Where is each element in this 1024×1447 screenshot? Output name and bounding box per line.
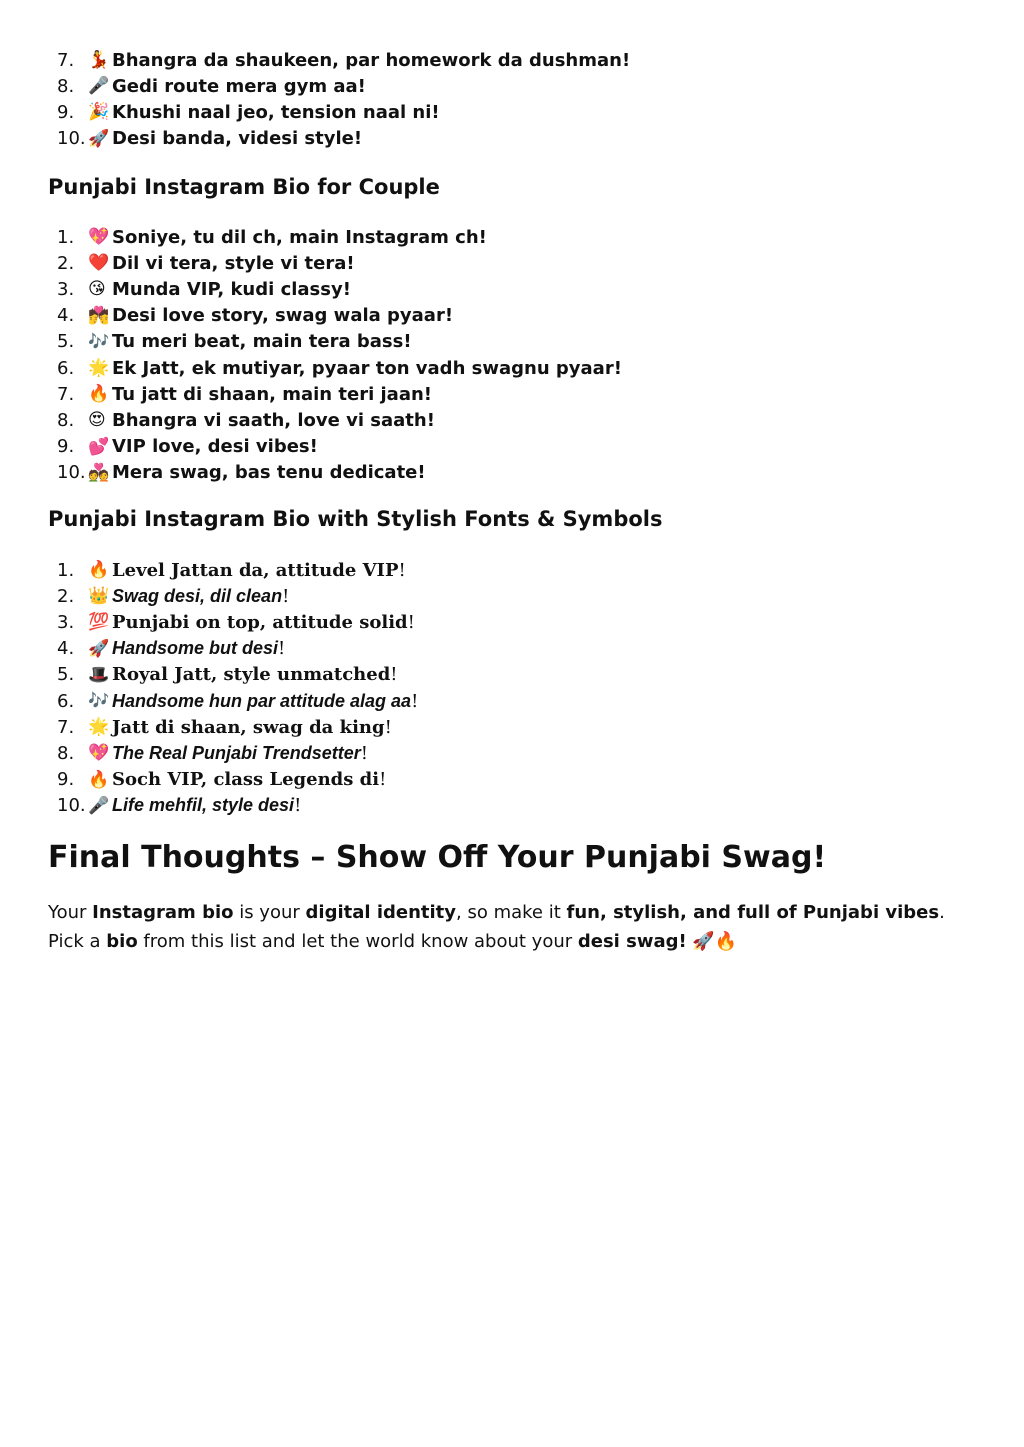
bio-text: Royal Jatt, style unmatched	[112, 664, 391, 686]
bio-text: Tu meri beat, main tera bass!	[112, 331, 412, 353]
bio-text: Swag desi, dil clean	[112, 585, 283, 606]
bio-text: Handsome hun par attitude alag aa	[112, 690, 412, 711]
bio-text: Desi banda, videsi style!	[112, 128, 363, 150]
section-heading-stylish: Punjabi Instagram Bio with Stylish Fonts & Symbols	[48, 507, 663, 531]
bio-text: Punjabi on top, attitude solid	[112, 611, 408, 633]
list-item: 10. 🚀 Desi banda, videsi style!	[57, 128, 363, 150]
microphone-icon: 🎤	[88, 76, 110, 97]
sparkling-heart-icon: 💖	[88, 743, 110, 764]
final-thoughts-heading: Final Thoughts – Show Off Your Punjabi Swag!	[48, 840, 827, 875]
heart-eyes-icon: 😍	[88, 410, 106, 431]
fire-icon: 🔥	[88, 769, 110, 790]
list-item: 7. 💃 Bhangra da shaukeen, par homework da dushman!	[57, 49, 631, 71]
bio-text: Munda VIP, kudi classy!	[112, 278, 351, 300]
bio-text: Dil vi tera, style vi tera!	[112, 252, 355, 274]
list-item: 5. 🎶 Tu meri beat, main tera bass!	[57, 331, 412, 353]
list-item: 2. ❤️ Dil vi tera, style vi tera!	[57, 252, 355, 274]
list-item: 8. 💖 The Real Punjabi Trendsetter !	[57, 742, 368, 764]
bio-text: Handsome but desi	[112, 638, 279, 659]
couple-kiss-icon: 💏	[88, 305, 110, 326]
bio-text: Soniye, tu dil ch, main Instagram ch!	[112, 226, 487, 248]
music-notes-icon: 🎶	[88, 691, 110, 712]
list-item: 9. 🎉 Khushi naal jeo, tension naal ni!	[57, 101, 440, 123]
bio-text: Bhangra vi saath, love vi saath!	[112, 409, 435, 431]
fire-icon: 🔥	[88, 384, 110, 405]
list-item: 3. 😘 Munda VIP, kudi classy!	[57, 278, 351, 300]
red-heart-icon: ❤️	[88, 253, 110, 274]
bio-text: Tu jatt di shaan, main teri jaan!	[112, 383, 433, 405]
list-item: 4. 💏 Desi love story, swag wala pyaar!	[57, 305, 454, 327]
hundred-points-icon: 💯	[88, 612, 110, 633]
crown-icon: 👑	[88, 586, 110, 607]
two-hearts-icon: 💕	[88, 436, 110, 457]
list-item: 1. 💖 Soniye, tu dil ch, main Instagram ch!	[57, 226, 487, 248]
bio-text: The Real Punjabi Trendsetter	[112, 742, 361, 763]
list-item: 7. 🔥 Tu jatt di shaan, main teri jaan!	[57, 383, 433, 405]
star-icon: 🌟	[88, 358, 110, 379]
final-thoughts-paragraph: Your Instagram bio is your digital identity, so make it fun, stylish, and full of Punjabi vibes. Pick a bio from this list and let the world know about your desi swag! 🚀🔥	[48, 902, 945, 952]
bio-text: Mera swag, bas tenu dedicate!	[112, 462, 426, 484]
microphone-icon: 🎤	[88, 795, 110, 816]
bio-text: Khushi naal jeo, tension naal ni!	[112, 101, 440, 123]
bio-list-general	[0, 47, 630, 152]
list-item: 8. 😍 Bhangra vi saath, love vi saath!	[57, 409, 435, 431]
star-icon: 🌟	[88, 717, 110, 738]
list-item: 1. 🔥 Level Jattan da, attitude VIP !	[57, 559, 406, 581]
list-item: 9. 🔥 Soch VIP, class Legends di !	[57, 769, 387, 791]
top-hat-icon: 🎩	[88, 664, 110, 685]
bio-list-couple	[0, 224, 622, 486]
bio-list-stylish	[0, 557, 418, 819]
bio-text: Soch VIP, class Legends di	[112, 769, 380, 791]
bio-text: VIP love, desi vibes!	[112, 436, 318, 458]
dancer-icon: 💃	[88, 50, 110, 71]
list-item: 2. 👑 Swag desi, dil clean !	[57, 585, 290, 607]
list-item: 6. 🌟 Ek Jatt, ek mutiyar, pyaar ton vadh swagnu pyaar!	[57, 357, 622, 379]
kissing-face-icon: 😘	[88, 279, 106, 300]
music-notes-icon: 🎶	[88, 331, 110, 352]
list-item: 5. 🎩 Royal Jatt, style unmatched !	[57, 664, 398, 686]
bio-text: Life mehfil, style desi	[112, 795, 295, 816]
rocket-icon: 🚀	[88, 638, 110, 659]
list-item: 9. 💕 VIP love, desi vibes!	[57, 436, 318, 458]
list-item: 6. 🎶 Handsome hun par attitude alag aa !	[57, 690, 419, 712]
couple-heart-icon: 💑	[88, 462, 110, 483]
bio-text: Desi love story, swag wala pyaar!	[112, 305, 454, 327]
bio-text: Gedi route mera gym aa!	[112, 75, 366, 97]
list-item: 10. 💑 Mera swag, bas tenu dedicate!	[57, 462, 426, 484]
list-item: 8. 🎤 Gedi route mera gym aa!	[57, 75, 366, 97]
list-item: 4. 🚀 Handsome but desi !	[57, 638, 286, 660]
bio-text: Ek Jatt, ek mutiyar, pyaar ton vadh swagnu pyaar!	[112, 357, 622, 379]
section-heading-couple: Punjabi Instagram Bio for Couple	[48, 175, 440, 199]
party-popper-icon: 🎉	[88, 102, 110, 123]
fire-icon: 🔥	[88, 560, 110, 581]
bio-text: Level Jattan da, attitude VIP	[112, 559, 399, 581]
list-item: 7. 🌟 Jatt di shaan, swag da king !	[57, 716, 392, 738]
rocket-icon: 🚀	[88, 128, 110, 149]
list-item: 3. 💯 Punjabi on top, attitude solid !	[57, 611, 415, 633]
bio-text: Bhangra da shaukeen, par homework da dushman!	[112, 49, 631, 71]
bio-text: Jatt di shaan, swag da king	[112, 716, 385, 738]
list-item: 10. 🎤 Life mehfil, style desi !	[57, 795, 302, 817]
sparkling-heart-icon: 💖	[88, 227, 110, 248]
rocket-fire-icon: 🚀🔥	[686, 931, 738, 952]
